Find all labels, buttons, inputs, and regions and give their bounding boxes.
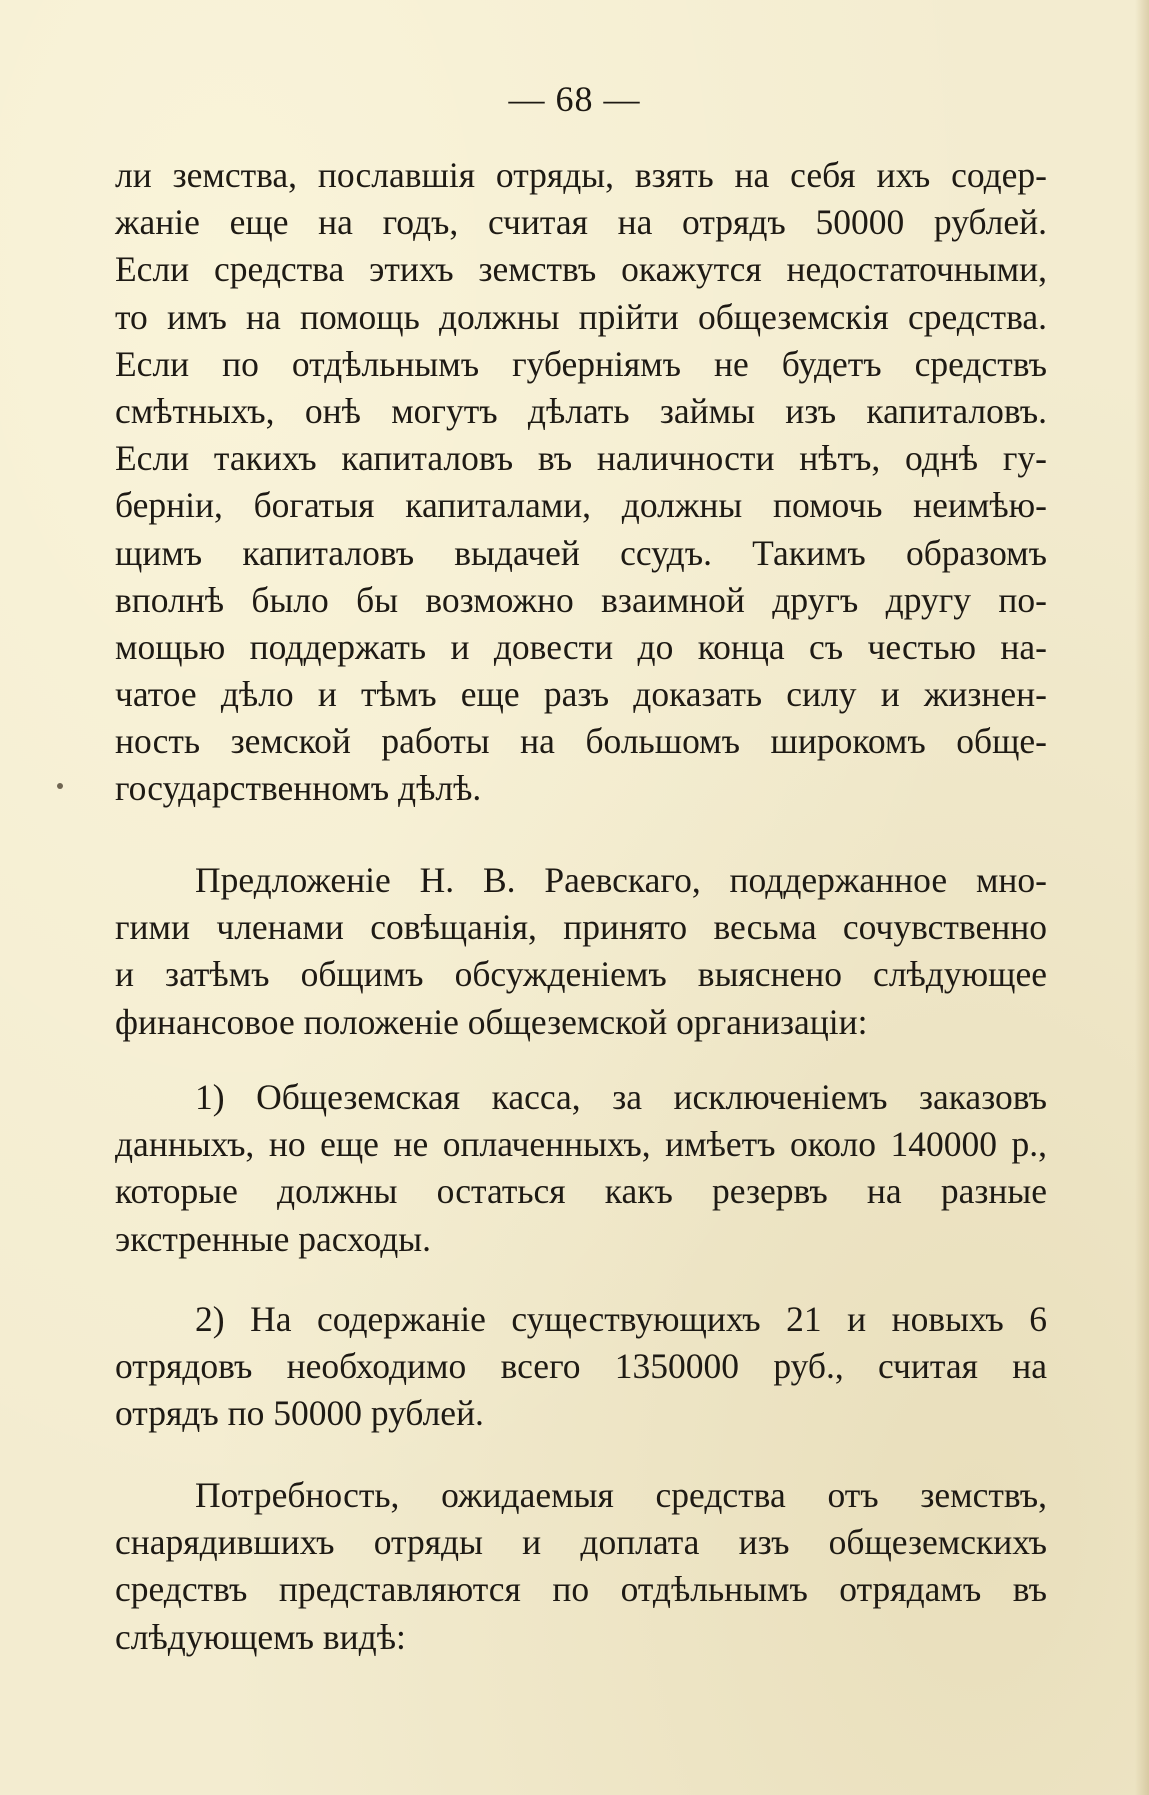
text-line: Предложеніе Н. В. Раевскаго, поддержанное мно-: [195, 860, 1047, 900]
text-line: гими членами совѣщанія, принято весьма сочувственно: [115, 907, 1047, 948]
text-line: жаніе еще на годъ, считая на отрядъ 50000 рублей.: [115, 202, 1047, 243]
text-line: смѣтныхъ, онѣ могутъ дѣлать займы изъ капиталовъ.: [115, 390, 1047, 431]
page-number: — 68 —: [508, 79, 641, 119]
text-line: которые должны остаться какъ резервъ на разные: [115, 1171, 1047, 1212]
ink-speck: [57, 783, 63, 789]
paragraph-1: [115, 152, 1047, 813]
text-line: экстренные расходы.: [115, 1218, 431, 1259]
text-line: данныхъ, но еще не оплаченныхъ, имѣетъ около 140000 р.,: [115, 1124, 1047, 1165]
text-line: 2) На содержаніе существующихъ 21 и новыхъ 6: [195, 1299, 1047, 1339]
text-line: мощью поддержать и довести до конца съ честью на-: [115, 626, 1047, 667]
text-line: слѣдующемъ видѣ:: [115, 1616, 406, 1657]
text-line: Если по отдѣльнымъ губерніямъ не будетъ средствъ: [115, 343, 1047, 384]
text-line: щимъ капиталовъ выдачей ссудъ. Такимъ образомъ: [115, 532, 1047, 573]
page-edge-shadow: [1135, 0, 1149, 1795]
paragraph-3: [115, 1074, 1047, 1263]
text-line: и затѣмъ общимъ обсужденіемъ выяснено слѣдующее: [115, 954, 1047, 995]
text-line: вполнѣ было бы возможно взаимной другъ другу по-: [115, 579, 1047, 620]
text-line: отрядъ по 50000 рублей.: [115, 1393, 484, 1434]
text-line: Если такихъ капиталовъ въ наличности нѣтъ, однѣ гу-: [115, 438, 1047, 479]
text-line: Потребность, ожидаемыя средства отъ земствъ,: [195, 1475, 1047, 1515]
text-line: отрядовъ необходимо всего 1350000 руб., считая на: [115, 1346, 1047, 1387]
text-line: финансовое положеніе общеземской организаціи:: [115, 1001, 868, 1042]
text-line: берніи, богатыя капиталами, должны помочь неимѣю-: [115, 485, 1047, 526]
text-line: ность земской работы на большомъ широкомъ обще-: [115, 721, 1047, 762]
text-line: чатое дѣло и тѣмъ еще разъ доказать силу и жизнен-: [115, 674, 1047, 715]
text-line: снарядившихъ отряды и доплата изъ общеземскихъ: [115, 1522, 1047, 1563]
text-line: ли земства, пославшія отряды, взять на себя ихъ содер-: [115, 155, 1047, 195]
paragraph-4: [115, 1296, 1047, 1438]
text-line: Если средства этихъ земствъ окажутся недостаточными,: [115, 249, 1047, 290]
paragraph-5: [115, 1472, 1047, 1661]
text-line: 1) Общеземская касса, за исключеніемъ заказовъ: [195, 1077, 1047, 1117]
paragraph-2: [115, 857, 1047, 1046]
text-line: государственномъ дѣлѣ.: [115, 768, 482, 809]
text-line: средствъ представляются по отдѣльнымъ отрядамъ въ: [115, 1569, 1047, 1610]
text-line: то имъ на помощь должны прійти общеземскія средства.: [115, 296, 1047, 337]
